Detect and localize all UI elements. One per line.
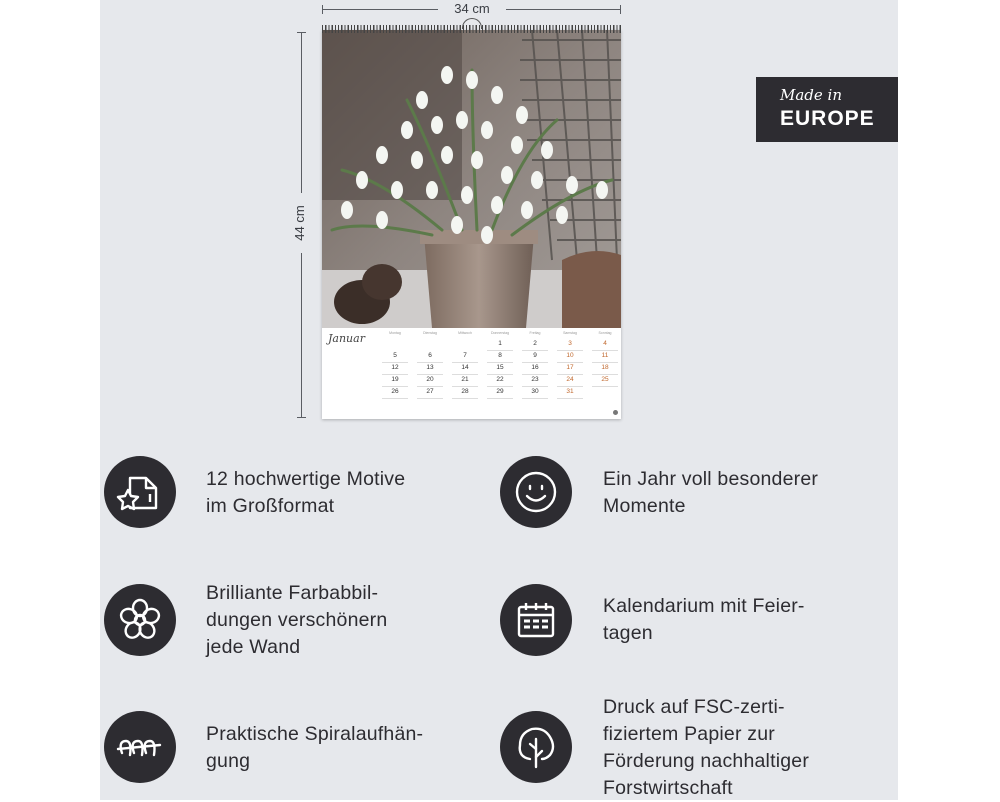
- feature-icon-badge: [104, 456, 176, 528]
- calendar-day: 21: [461, 376, 469, 383]
- feature-line: Ein Jahr voll besonderer: [603, 468, 819, 490]
- calendar-day-line: [382, 386, 408, 387]
- weekday-label: Mittwoch: [458, 331, 472, 335]
- calendar-month: Januar: [328, 332, 365, 345]
- badge-line-1: Made in: [780, 86, 843, 104]
- feature-line: jede Wand: [206, 636, 301, 658]
- calendar-day: 12: [391, 364, 399, 371]
- calendar-day-line: [382, 374, 408, 375]
- calendar-day: 31: [566, 388, 574, 395]
- calendar-day: 22: [496, 376, 504, 383]
- publisher-logo: [613, 410, 618, 415]
- calendar-day: 27: [426, 388, 434, 395]
- calendar-day-line: [557, 374, 583, 375]
- calendar-day: 19: [391, 376, 399, 383]
- calendar-day: 6: [428, 352, 432, 359]
- feature-line: Praktische Spiralaufhän-: [206, 723, 424, 745]
- calendar-icon: [500, 584, 572, 656]
- tree-icon: [500, 711, 572, 783]
- calendar-day-line: [487, 350, 513, 351]
- height-dimension-label: 44 cm: [291, 193, 309, 253]
- calendar-day: 1: [498, 340, 502, 347]
- calendar-day-line: [487, 386, 513, 387]
- smiley-icon: [500, 456, 572, 528]
- feature-line: Momente: [603, 495, 686, 517]
- star-photo-icon: [104, 456, 176, 528]
- feature-icon-badge: [500, 456, 572, 528]
- feature-icon-badge: [500, 584, 572, 656]
- feature-line: Brilliante Farbabbil-: [206, 582, 379, 604]
- feature-line: fiziertem Papier zur: [603, 723, 775, 745]
- calendar-day-line: [382, 398, 408, 399]
- feature-line: Forstwirtschaft: [603, 777, 733, 799]
- calendar-day-line: [452, 386, 478, 387]
- calendar-day-line: [452, 362, 478, 363]
- feature-icon-badge: [500, 711, 572, 783]
- calendar-day-line: [487, 362, 513, 363]
- badge-line-2: EUROPE: [780, 107, 875, 130]
- weekday-label: Freitag: [529, 331, 541, 335]
- calendar-day-line: [487, 398, 513, 399]
- feature-text: [206, 580, 387, 661]
- calendar-day: 30: [531, 388, 539, 395]
- flower-icon: [104, 584, 176, 656]
- calendar-day-line: [592, 386, 618, 387]
- calendar-grid: [322, 328, 621, 419]
- calendar-day: 20: [426, 376, 434, 383]
- width-dimension-label: 34 cm: [438, 1, 506, 16]
- calendar-day: 15: [496, 364, 504, 371]
- calendar-day-line: [522, 362, 548, 363]
- calendar-day: 3: [568, 340, 572, 347]
- feature-line: im Großformat: [206, 495, 335, 517]
- calendar-day: 13: [426, 364, 434, 371]
- calendar-day-line: [417, 398, 443, 399]
- feature-text: [206, 721, 423, 775]
- calendar-day: 28: [461, 388, 469, 395]
- feature-icon-badge: [104, 584, 176, 656]
- calendar-day: 16: [531, 364, 539, 371]
- calendar-day-line: [452, 374, 478, 375]
- calendar-day: 8: [498, 352, 502, 359]
- calendar-day: 23: [531, 376, 539, 383]
- calendar-day-line: [417, 362, 443, 363]
- calendar-day-line: [522, 398, 548, 399]
- feature-line: tagen: [603, 622, 653, 644]
- calendar-day-line: [452, 398, 478, 399]
- calendar-day: 2: [533, 340, 537, 347]
- calendar-day-line: [557, 350, 583, 351]
- calendar-day: 25: [601, 376, 609, 383]
- calendar-day-line: [522, 386, 548, 387]
- feature-line: gung: [206, 750, 251, 772]
- weekday-label: Montag: [389, 331, 401, 335]
- calendar-day-line: [487, 374, 513, 375]
- calendar-day-line: [522, 374, 548, 375]
- feature-text: [603, 466, 818, 520]
- weekday-label: Donnerstag: [490, 331, 510, 335]
- calendar-day: 10: [566, 352, 574, 359]
- feature-line: Kalendarium mit Feier-: [603, 595, 805, 617]
- calendar-day: 17: [566, 364, 574, 371]
- calendar-day: 5: [393, 352, 397, 359]
- weekday-label: Sonntag: [598, 331, 612, 335]
- calendar-day: 7: [463, 352, 467, 359]
- calendar-day-line: [522, 350, 548, 351]
- calendar-day-line: [592, 350, 618, 351]
- calendar-day: 18: [601, 364, 609, 371]
- spiral-icon: [104, 711, 176, 783]
- calendar-day-line: [557, 362, 583, 363]
- feature-line: dungen verschönern: [206, 609, 388, 631]
- calendar-day-line: [557, 398, 583, 399]
- calendar-day: 14: [461, 364, 469, 371]
- feature-icon-badge: [104, 711, 176, 783]
- calendar-day: 26: [391, 388, 399, 395]
- calendar-preview: [322, 30, 621, 419]
- feature-line: 12 hochwertige Motive: [206, 468, 406, 490]
- snowdrop-photo: [322, 30, 621, 328]
- weekday-label: Dienstag: [423, 331, 437, 335]
- spiral-binding: [322, 25, 621, 33]
- calendar-day-line: [592, 362, 618, 363]
- feature-line: Förderung nachhaltiger: [603, 750, 810, 772]
- weekday-label: Samstag: [563, 331, 577, 335]
- feature-line: Druck auf FSC-zerti-: [603, 696, 785, 718]
- calendar-day-line: [417, 374, 443, 375]
- feature-text: [206, 466, 405, 520]
- calendar-day-line: [382, 362, 408, 363]
- calendar-day: 24: [566, 376, 574, 383]
- calendar-day-line: [557, 386, 583, 387]
- calendar-day-line: [417, 386, 443, 387]
- calendar-day: 4: [603, 340, 607, 347]
- made-in-europe-badge: [756, 77, 898, 142]
- feature-text: [603, 694, 809, 802]
- calendar-day: 11: [601, 352, 609, 359]
- calendar-day: 29: [496, 388, 504, 395]
- feature-text: [603, 593, 805, 647]
- calendar-day-line: [592, 374, 618, 375]
- calendar-day: 9: [533, 352, 537, 359]
